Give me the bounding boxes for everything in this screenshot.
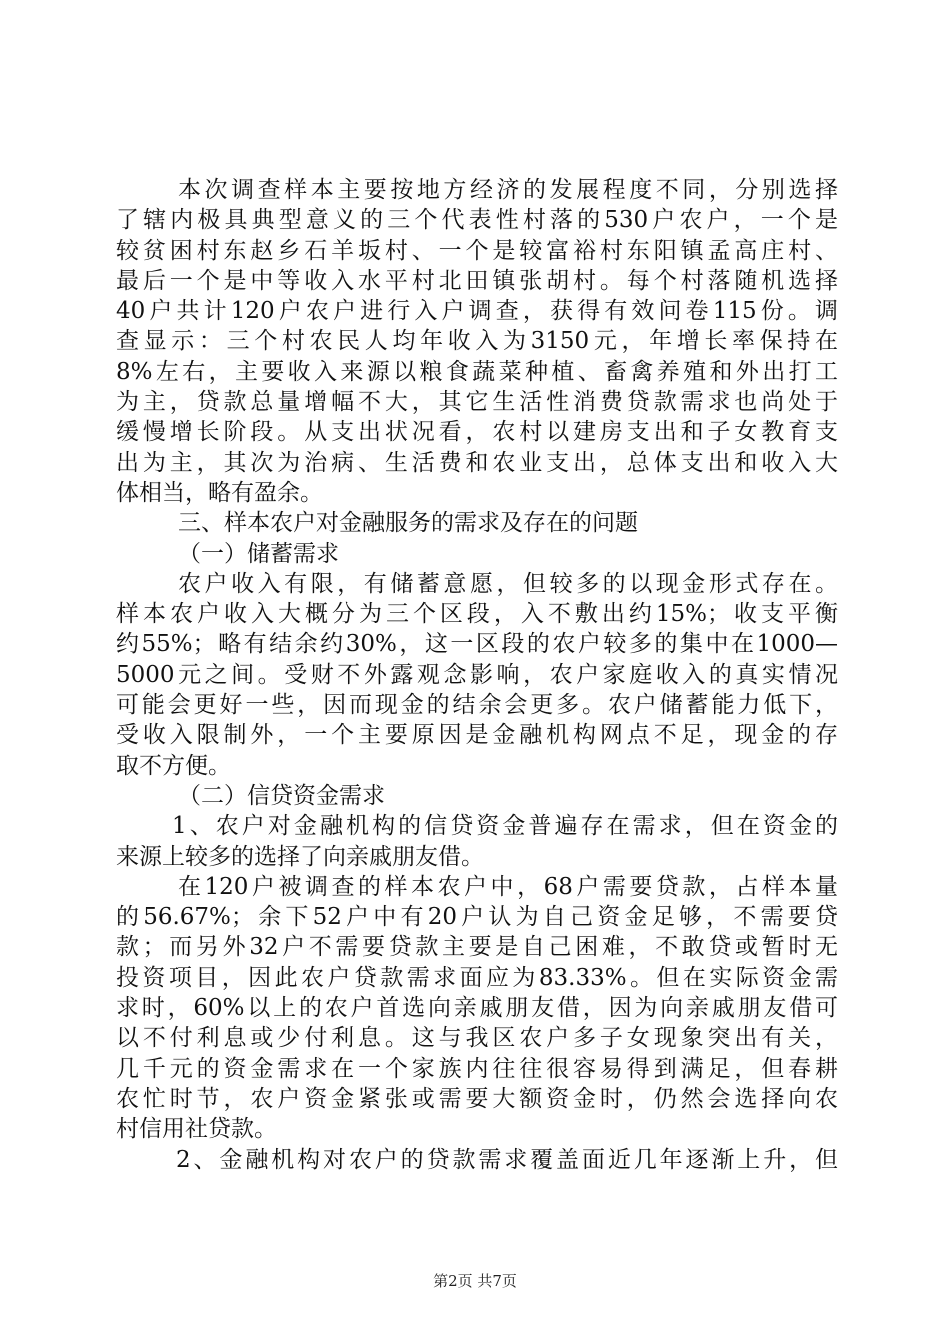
text-line: （二）信贷资金需求: [178, 782, 385, 809]
text-line: 三、样本农户对金融服务的需求及存在的问题: [178, 510, 638, 537]
text-line: 了辖内极具典型意义的三个代表性村落的530户农户，一个是: [116, 207, 838, 234]
text-line: 最后一个是中等收入水平村北田镇张胡村。每个村落随机选择: [116, 267, 838, 294]
text-line: 几千元的资金需求在一个家族内往往很容易得到满足，但春耕: [116, 1055, 838, 1082]
text-line: 样本农户收入大概分为三个区段，入不敷出约15%；收支平衡: [116, 601, 838, 628]
text-line: 本次调查样本主要按地方经济的发展程度不同，分别选择: [178, 177, 838, 203]
text-line: 以不付利息或少付利息。这与我区农户多子女现象突出有关，: [116, 1025, 838, 1052]
text-line: 8%左右，主要收入来源以粮食蔬菜种植、畜禽养殖和外出打工: [116, 358, 838, 385]
text-line: 2、金融机构对农户的贷款需求覆盖面近几年逐渐上升，但: [176, 1146, 838, 1173]
text-line: 为主，贷款总量增幅不大，其它生活性消费贷款需求也尚处于: [116, 389, 838, 416]
text-line: 在120户被调查的样本农户中，68户需要贷款，占样本量: [178, 873, 838, 900]
text-line: 受收入限制外，一个主要原因是金融机构网点不足，现金的存: [116, 722, 838, 749]
text-line: 查显示：三个村农民人均年收入为3150元，年增长率保持在: [116, 328, 838, 355]
text-line: 取不方便。: [116, 752, 231, 779]
text-line: 缓慢增长阶段。从支出状况看，农村以建房支出和子女教育支: [116, 419, 838, 446]
text-line: 5000元之间。受财不外露观念影响，农户家庭收入的真实情况: [116, 661, 838, 688]
text-line: （一）储蓄需求: [178, 540, 339, 567]
text-line: 村信用社贷款。: [116, 1116, 277, 1143]
text-line: 款；而另外32户不需要贷款主要是自己困难，不敢贷或暂时无: [116, 934, 838, 961]
text-line: 求时，60%以上的农户首选向亲戚朋友借，因为向亲戚朋友借可: [116, 995, 838, 1022]
text-line: 投资项目，因此农户贷款需求面应为83.33%。但在实际资金需: [116, 964, 838, 991]
text-line: 来源上较多的选择了向亲戚朋友借。: [116, 843, 484, 870]
page-footer: 第2页 共7页: [433, 1272, 517, 1290]
text-line: 农忙时节，农户资金紧张或需要大额资金时，仍然会选择向农: [116, 1085, 838, 1112]
text-line: 农户收入有限，有储蓄意愿，但较多的以现金形式存在。: [178, 570, 838, 597]
text-line: 可能会更好一些，因而现金的结余会更多。农户储蓄能力低下，: [116, 692, 838, 719]
text-line: 1、农户对金融机构的信贷资金普遍存在需求，但在资金的: [172, 813, 838, 840]
text-line: 出为主，其次为治病、生活费和农业支出，总体支出和收入大: [116, 449, 838, 476]
text-line: 约55%；略有结余约30%，这一区段的农户较多的集中在1000—: [116, 631, 838, 658]
document-body: [116, 175, 838, 1175]
text-line: 较贫困村东赵乡石羊坂村、一个是较富裕村东阳镇孟高庄村、: [116, 237, 838, 264]
text-line: 体相当，略有盈余。: [116, 479, 323, 506]
text-line: 40户共计120户农户进行入户调查，获得有效问卷115份。调: [116, 298, 838, 325]
text-line: 的56.67%；余下52户中有20户认为自己资金足够，不需要贷: [116, 904, 838, 931]
